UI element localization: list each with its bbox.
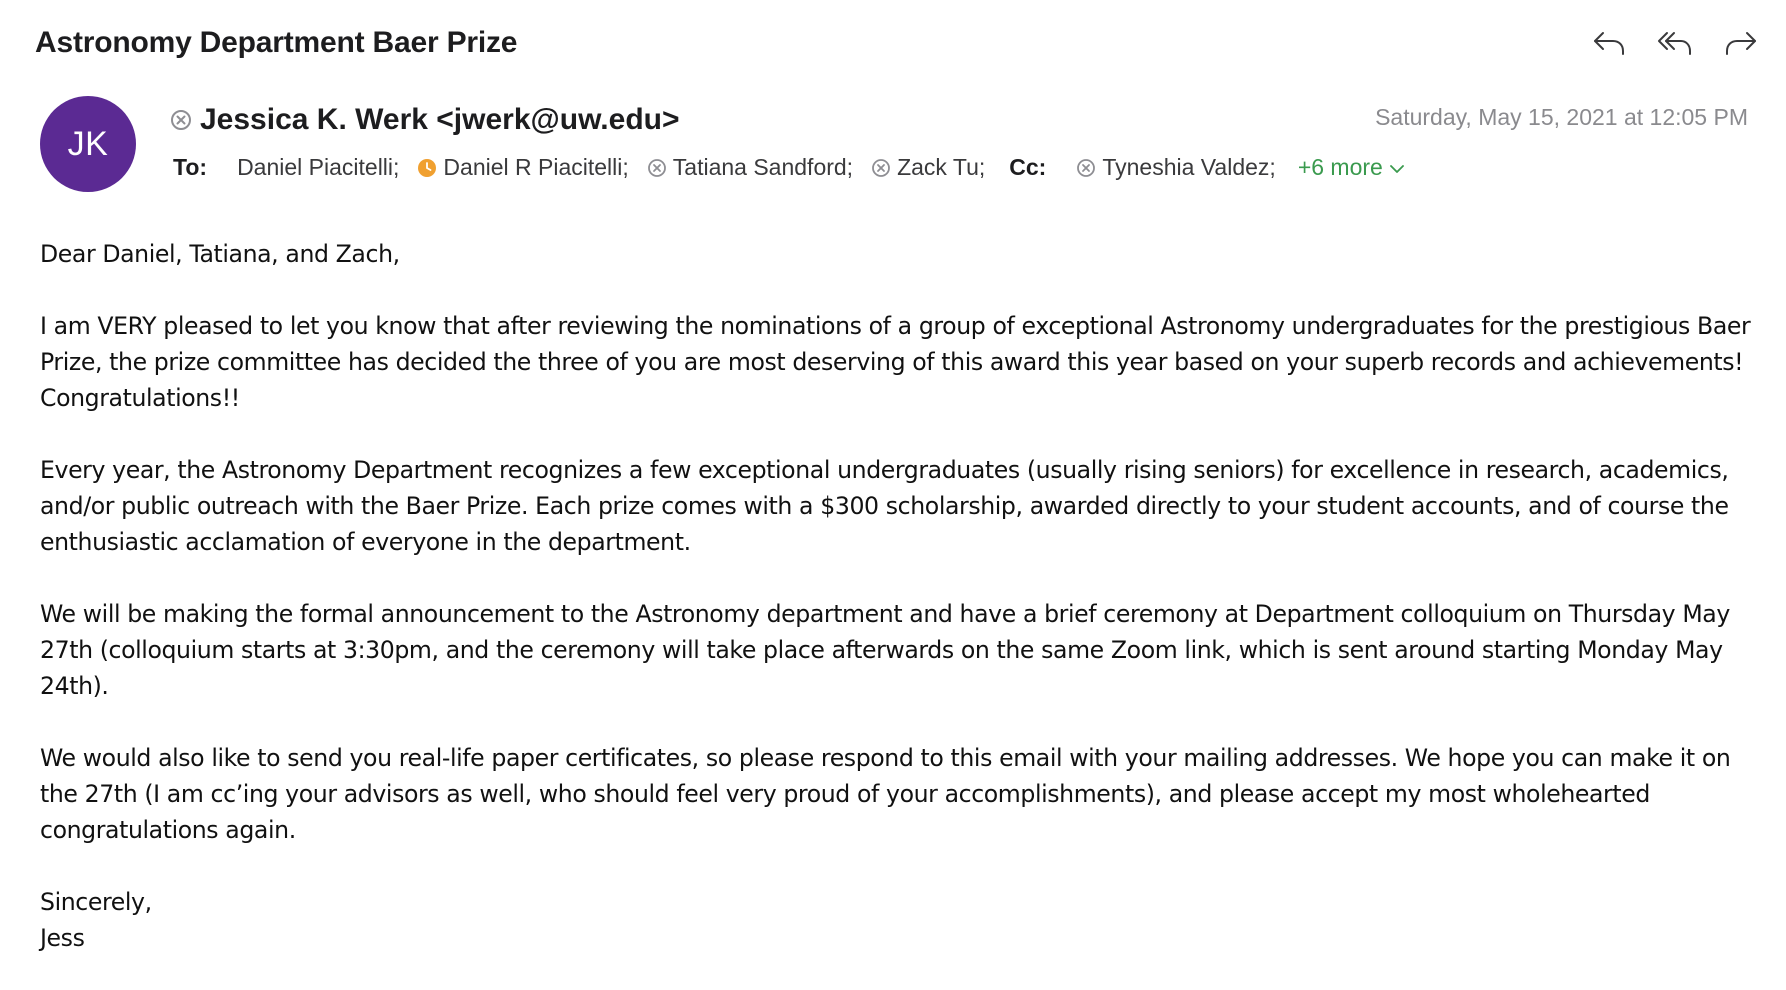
presence-unknown-icon: [647, 158, 667, 178]
presence-unknown-icon: [170, 109, 192, 131]
reply-icon: [1591, 28, 1627, 58]
body-paragraph: We will be making the formal announcement to the Astronomy department and have a brief ceremony at Department colloquium on Thursday May 27th (colloquium starts at 3:30pm, and the ceremony will take place afterwards on the same Zoom link, which is sent around starting Monday May 24th).: [40, 600, 1730, 700]
recipient[interactable]: [1076, 154, 1275, 181]
message-actions: [1590, 26, 1760, 60]
reply-button[interactable]: [1590, 26, 1628, 60]
presence-unknown-icon: [1076, 158, 1096, 178]
signature: Jess: [40, 924, 85, 952]
body-paragraph: We would also like to send you real-life paper certificates, so please respond to this email with your mailing addresses. We hope you can make it on the 27th (I am cc’ing your advisors as well, who should feel very proud of your accomplishments), and please accept my most wholehearted congratulations again.: [40, 744, 1731, 844]
recipient-name: Daniel Piacitelli;: [237, 154, 400, 180]
presence-unknown-icon: [871, 158, 891, 178]
avatar-initials: JK: [67, 124, 109, 163]
reply-all-button[interactable]: [1656, 26, 1694, 60]
recipients-row: [173, 154, 1405, 181]
avatar[interactable]: [40, 96, 136, 192]
recipient-name: Tatiana Sandford;: [672, 154, 854, 180]
sender-name[interactable]: Jessica K. Werk <jwerk@uw.edu>: [200, 103, 680, 136]
forward-button[interactable]: [1722, 26, 1760, 60]
more-recipients-label: +6 more: [1297, 154, 1383, 180]
to-label: To:: [173, 154, 208, 180]
recipient-name: Daniel R Piacitelli;: [443, 154, 629, 180]
greeting: Dear Daniel, Tatiana, and Zach,: [40, 240, 400, 268]
reply-all-icon: [1657, 28, 1693, 58]
body-paragraph: I am VERY pleased to let you know that after reviewing the nominations of a group of exceptional Astronomy undergraduates for the prestigious Baer Prize, the prize committee has decided the three of you are most deserving of this award this year based on your superb records and achievements! Congratulations!!: [40, 312, 1751, 412]
recipient-name: Tyneshia Valdez;: [1102, 154, 1276, 180]
recipient[interactable]: [237, 154, 399, 181]
recipient[interactable]: [647, 154, 853, 181]
email-subject: Astronomy Department Baer Prize: [35, 26, 518, 59]
forward-icon: [1723, 28, 1759, 58]
closing: Sincerely,: [40, 888, 152, 916]
chevron-down-icon: [1389, 154, 1405, 181]
sender: [170, 103, 680, 137]
recipient[interactable]: [871, 154, 985, 181]
sent-date: Saturday, May 15, 2021 at 12:05 PM: [1375, 104, 1748, 130]
recipient-name: Zack Tu;: [897, 154, 986, 180]
body-paragraph: Every year, the Astronomy Department recognizes a few exceptional undergraduates (usually rising seniors) for excellence in research, academics, and/or public outreach with the Baer Prize. Each prize comes with a $300 scholarship, awarded directly to your student accounts, and of course the enthusiastic acclamation of everyone in the department.: [40, 456, 1729, 556]
message-body: [40, 236, 1760, 956]
recipient[interactable]: [417, 154, 628, 181]
cc-label: Cc:: [1009, 154, 1047, 180]
more-recipients-link[interactable]: [1298, 154, 1405, 181]
presence-away-icon: [417, 158, 437, 178]
